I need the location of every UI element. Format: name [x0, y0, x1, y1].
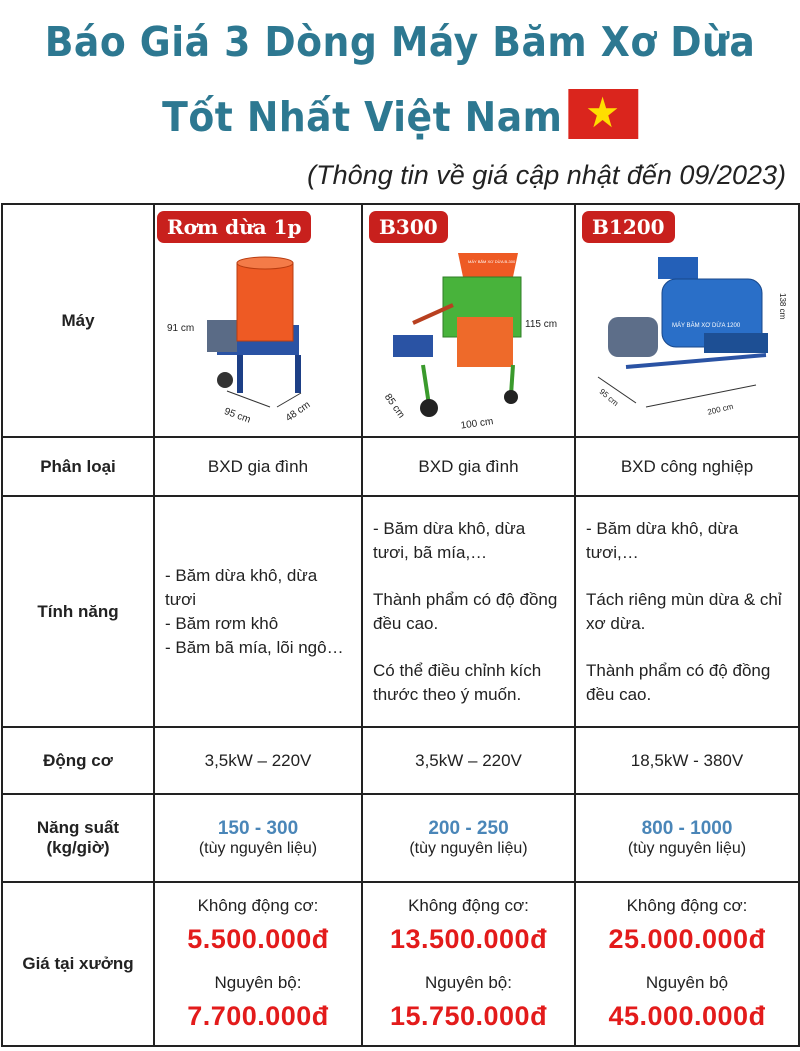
row-label-category: Phân loại: [2, 437, 154, 496]
capacity-cell-2: [362, 794, 575, 882]
features-cell-1: [154, 496, 362, 727]
engine-cell-2: 3,5kW – 220V: [362, 727, 575, 794]
price-full: 15.750.000đ: [389, 1001, 548, 1031]
product-badge-3: B1200: [582, 211, 675, 243]
price-no-engine-label: Không động cơ:: [408, 896, 529, 915]
capacity-value: 800 - 1000: [641, 818, 733, 839]
page-title-line-1: Báo Giá 3 Dòng Máy Băm Xơ Dừa: [44, 18, 756, 66]
price-full-label: Nguyên bộ:: [425, 973, 512, 992]
dim-width-1: 95 cm: [222, 406, 252, 426]
price-full: 45.000.000đ: [608, 1001, 766, 1031]
features-cell-2: [362, 496, 575, 727]
category-cell-3: BXD công nghiệp: [575, 437, 799, 496]
price-no-engine: 13.500.000đ: [389, 924, 548, 954]
feature-item: Có thể điều chỉnh kích thước theo ý muốn.: [373, 660, 542, 704]
dim-depth-3: 95 cm: [597, 387, 621, 408]
product-badge-1: Rơm dừa 1p: [157, 211, 311, 243]
machine-image-1: [155, 205, 361, 436]
engine-cell-1: 3,5kW – 220V: [154, 727, 362, 794]
price-cell-1: [154, 882, 362, 1046]
capacity-value: 200 - 250: [428, 818, 509, 839]
dim-width-3: 200 cm: [706, 401, 735, 417]
capacity-note: (tùy nguyên liệu): [627, 840, 747, 857]
feature-item: - Băm rơm khô: [165, 613, 279, 633]
price-cell-3: [575, 882, 799, 1046]
feature-item: Thành phẩm có độ đồng đều cao.: [373, 589, 558, 633]
vietnam-flag-icon: ★: [568, 89, 638, 139]
features-cell-3: [575, 496, 799, 727]
dim-depth-1: 48 cm: [283, 399, 313, 425]
row-label-features: Tính năng: [2, 496, 154, 727]
price-table: [1, 203, 800, 1047]
price-no-engine: 25.000.000đ: [608, 924, 766, 954]
price-no-engine-label: Không động cơ:: [626, 896, 748, 915]
feature-item: Thành phẩm có độ đồng đều cao.: [586, 660, 771, 704]
price-no-engine: 5.500.000đ: [187, 924, 329, 954]
capacity-label: Năng suất: [36, 818, 120, 837]
price-full-label: Nguyên bộ:: [214, 973, 302, 992]
capacity-unit: (kg/giờ): [46, 838, 110, 857]
capacity-cell-3: [575, 794, 799, 882]
product-badge-2: B300: [369, 211, 448, 243]
dim-height-2: 115 cm: [525, 319, 558, 330]
machine-cell-3: [575, 204, 799, 437]
feature-item: - Băm dừa khô, dừa tươi: [165, 565, 318, 609]
machine-image-2: [363, 205, 574, 436]
row-label-capacity: [2, 794, 154, 882]
price-full: 7.700.000đ: [187, 1001, 329, 1031]
table-row-category: [2, 437, 799, 496]
page-subtitle: (Thông tin về giá cập nhật đến 09/2023): [307, 160, 786, 190]
machine-label-2: MÁY BĂM XƠ DỪA B-300: [468, 259, 516, 264]
feature-item: Tách riêng mùn dừa & chỉ xơ dừa.: [586, 589, 782, 633]
engine-cell-3: 18,5kW - 380V: [575, 727, 799, 794]
feature-item: - Băm bã mía, lõi ngô…: [165, 637, 344, 657]
machine-label-3: MÁY BĂM XƠ DỪA 1200: [672, 323, 741, 329]
dim-height-1: 91 cm: [167, 323, 195, 334]
feature-item: - Băm dừa khô, dừa tươi,…: [586, 518, 739, 562]
table-row-machine: [2, 204, 799, 437]
category-cell-2: BXD gia đình: [362, 437, 575, 496]
capacity-note: (tùy nguyên liệu): [409, 840, 528, 857]
page-title-line-2: [32, 88, 768, 145]
dim-depth-2: 85 cm: [381, 391, 407, 421]
machine-image-3: [576, 205, 798, 436]
machine-cell-1: [154, 204, 362, 437]
capacity-cell-1: [154, 794, 362, 882]
row-label-price: Giá tại xưởng: [2, 882, 154, 1046]
row-label-machine: Máy: [2, 204, 154, 437]
price-full-label: Nguyên bộ: [645, 973, 729, 992]
price-cell-2: [362, 882, 575, 1046]
price-no-engine-label: Không động cơ:: [197, 896, 319, 915]
row-label-engine: Động cơ: [2, 727, 154, 794]
table-row-capacity: [2, 794, 799, 882]
dim-height-3: 138 cm: [778, 293, 787, 320]
machine-cell-2: [362, 204, 575, 437]
category-cell-1: BXD gia đình: [154, 437, 362, 496]
feature-item: - Băm dừa khô, dừa tươi, bã mía,…: [373, 518, 526, 562]
table-row-price: [2, 882, 799, 1046]
page-title-text: Tốt Nhất Việt Nam: [162, 93, 563, 141]
table-row-features: [2, 496, 799, 727]
dim-width-2: 100 cm: [460, 416, 495, 432]
capacity-note: (tùy nguyên liệu): [198, 840, 318, 857]
capacity-value: 150 - 300: [217, 818, 299, 839]
table-row-engine: [2, 727, 799, 794]
